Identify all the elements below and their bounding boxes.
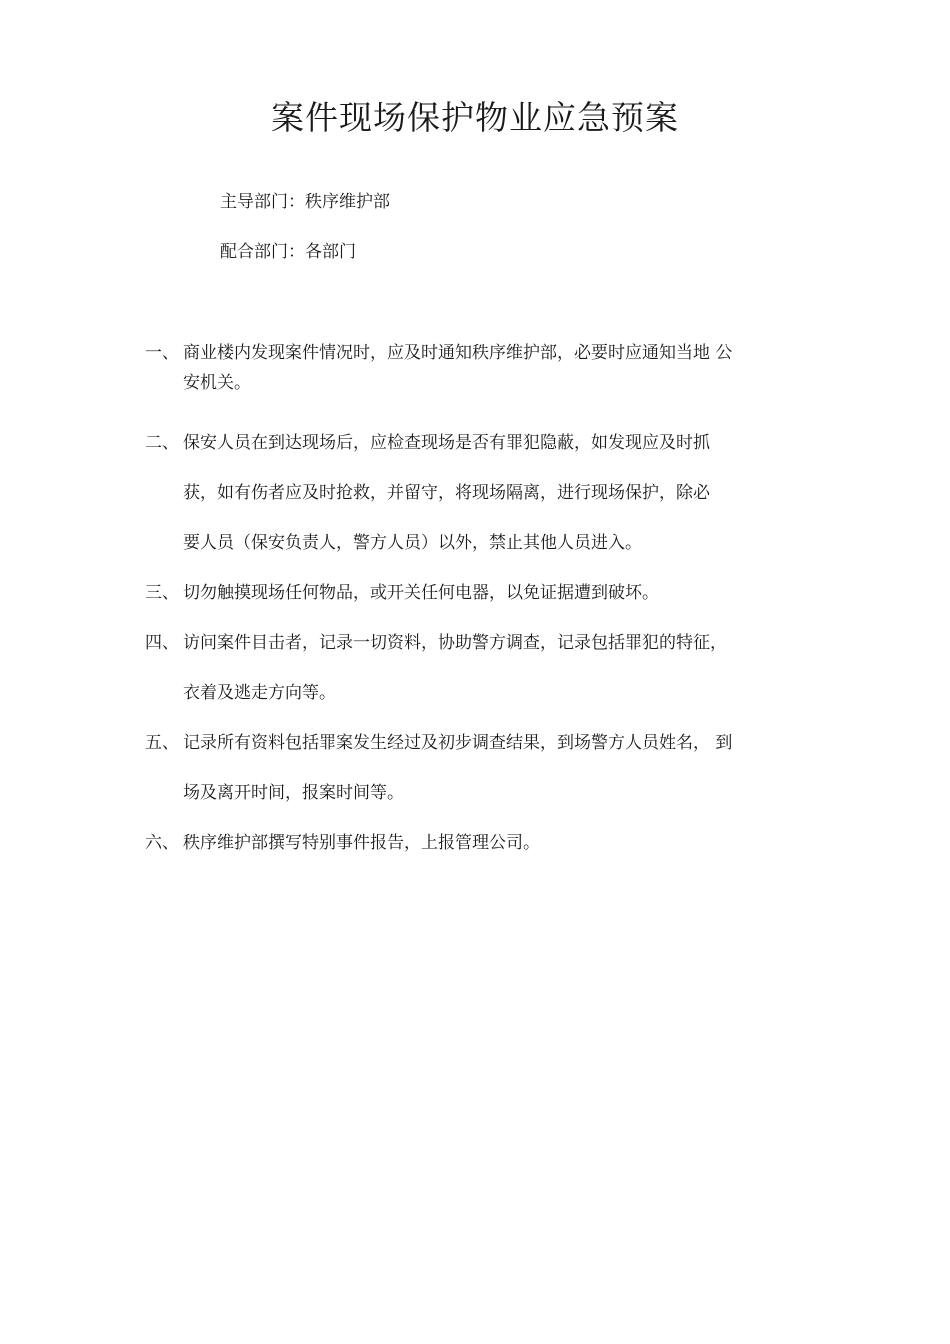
lead-department: 主导部门：秩序维护部 [220,192,390,212]
procedure-item-6 [145,818,817,868]
item-text [183,338,817,398]
item-line: 商业楼内发现案件情况时，应及时通知秩序维护部，必要时应通知当地 公 [183,343,733,363]
item-number: 五、 [145,733,179,753]
item-line: 衣着及逃走方向等。 [183,683,336,703]
item-number: 四、 [145,633,179,653]
item-line: 保安人员在到达现场后，应检查现场是否有罪犯隐蔽，如发现应及时抓 [183,433,710,453]
procedure-list [145,338,817,868]
item-line: 切勿触摸现场任何物品，或开关任何电器，以免证据遭到破坏。 [183,583,659,603]
item-line: 获，如有伤者应及时抢救，并留守，将现场隔离，进行现场保护，除必 [183,483,710,503]
item-number: 六、 [145,833,179,853]
cooperating-department: 配合部门：各部门 [220,242,356,262]
item-line: 安机关。 [183,373,251,393]
item-text [183,418,817,568]
document-title: 案件现场保护物业应急预案 [271,98,679,137]
item-line: 秩序维护部撰写特别事件报告，上报管理公司。 [183,833,540,853]
item-text [183,818,817,868]
item-line: 访问案件目击者，记录一切资料，协助警方调查，记录包括罪犯的特征， [183,633,727,653]
item-line: 场及离开时间，报案时间等。 [183,783,404,803]
item-number: 三、 [145,583,179,603]
procedure-item-5 [145,718,817,818]
item-line: 记录所有资料包括罪案发生经过及初步调查结果，到场警方人员姓名， 到 [183,733,733,753]
item-line: 要人员（保安负责人，警方人员）以外，禁止其他人员进入。 [183,533,642,553]
item-text [183,618,817,718]
item-number: 一、 [145,343,179,363]
procedure-item-4 [145,618,817,718]
procedure-item-1 [145,338,817,398]
item-text [183,718,817,818]
item-number: 二、 [145,433,179,453]
procedure-item-2 [145,418,817,568]
procedure-item-3 [145,568,817,618]
item-text [183,568,817,618]
